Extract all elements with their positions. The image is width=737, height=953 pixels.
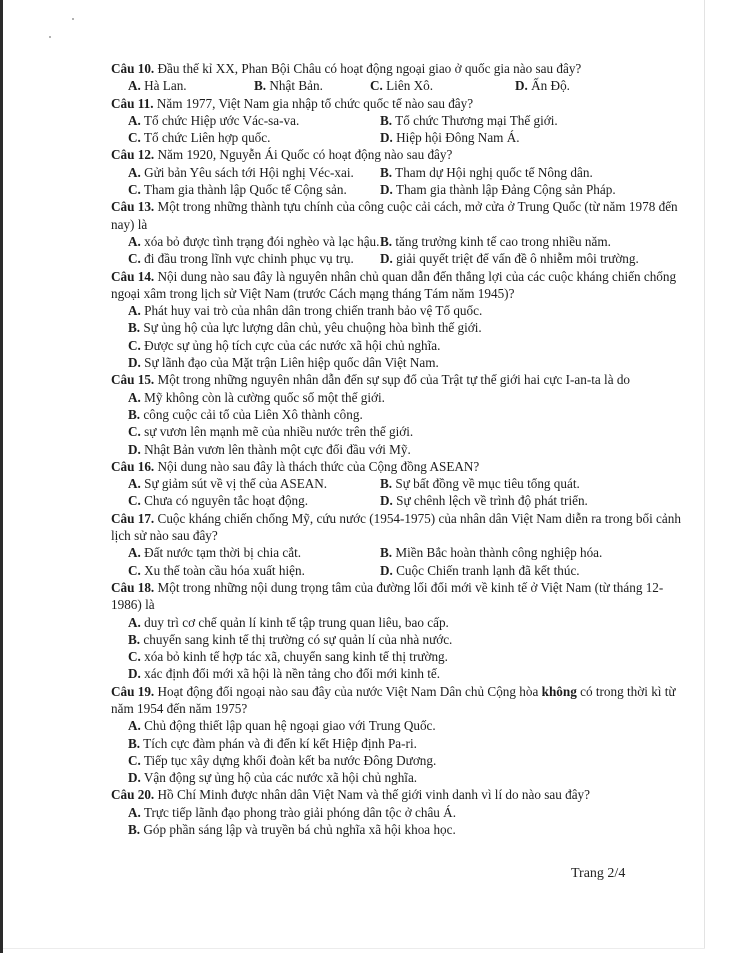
question-17 <box>111 510 691 579</box>
option-text: tăng trưởng kinh tế cao trong nhiều năm. <box>392 233 611 249</box>
option-d <box>111 354 691 371</box>
option-key: B. <box>380 476 393 492</box>
question-14 <box>111 268 691 372</box>
option-text: Hiệp hội Đông Nam Á. <box>392 130 520 146</box>
option-key: C. <box>128 251 141 267</box>
option-key: C. <box>128 337 141 353</box>
option-text: Nhật Bản vươn lên thành một cực đối đầu với Mỹ. <box>140 441 411 457</box>
question-number: Câu 20. <box>111 787 155 803</box>
option-key: A. <box>128 112 141 128</box>
option-key: D. <box>380 493 393 509</box>
question-stem <box>111 371 691 388</box>
scan-left-edge <box>0 0 3 953</box>
option-key: A. <box>128 476 141 492</box>
question-15 <box>111 371 691 457</box>
option-a <box>111 389 691 406</box>
option-c <box>111 337 691 354</box>
option-a <box>128 112 380 129</box>
option-key: A. <box>128 804 141 820</box>
question-text: Năm 1920, Nguyễn Ái Quốc có hoạt động nào sau đây? <box>154 147 453 163</box>
question-number: Câu 15. <box>111 372 155 388</box>
options-row <box>111 181 691 198</box>
page-right-border <box>704 0 705 948</box>
option-key: A. <box>128 545 141 561</box>
option-text: Hà Lan. <box>140 78 187 94</box>
option-a <box>128 164 380 181</box>
option-key: B. <box>380 545 393 561</box>
option-a <box>128 475 380 492</box>
question-12 <box>111 146 691 198</box>
option-text: Sự bất đồng về mục tiêu tổng quát. <box>392 476 580 492</box>
option-text: Được sự ủng hộ tích cực của các nước xã hội chủ nghĩa. <box>140 337 441 353</box>
option-key: D. <box>515 78 528 94</box>
option-text: duy trì cơ chế quản lí kinh tế tập trung quan liêu, bao cấp. <box>140 614 449 630</box>
option-b <box>380 164 593 181</box>
options-row <box>111 112 691 129</box>
option-text: đi đầu trong lĩnh vực chinh phục vụ trụ. <box>140 251 354 267</box>
options-row <box>111 164 691 181</box>
option-b <box>380 233 611 250</box>
option-d <box>380 492 588 509</box>
option-text: xóa bỏ được tình trạng đói nghèo và lạc hậu. <box>140 233 380 249</box>
scan-speck <box>49 36 51 38</box>
question-stem <box>111 683 691 718</box>
option-text: Phát huy vai trò của nhân dân trong chiến tranh bảo vệ Tổ quốc. <box>140 303 483 319</box>
question-text: có trong thời kì từ năm 1954 đến năm 1975? <box>111 683 676 716</box>
option-b <box>111 735 691 752</box>
option-text: Tổ chức Thương mại Thế giới. <box>392 112 558 128</box>
option-key: B. <box>380 112 393 128</box>
option-key: D. <box>380 130 393 146</box>
option-key: A. <box>128 78 141 94</box>
options-row <box>111 544 691 561</box>
question-number: Câu 12. <box>111 147 155 163</box>
question-stem <box>111 95 691 112</box>
question-number: Câu 17. <box>111 510 155 526</box>
options-row <box>111 475 691 492</box>
option-key: D. <box>380 562 393 578</box>
option-text: giải quyết triệt để vấn đề ô nhiễm môi trường. <box>392 251 639 267</box>
option-key: B. <box>128 822 141 838</box>
option-a <box>128 544 380 561</box>
option-c <box>370 77 515 94</box>
exam-page-content <box>111 60 691 838</box>
option-key: A. <box>128 303 141 319</box>
option-b <box>111 821 691 838</box>
question-stem <box>111 198 691 233</box>
option-key: B. <box>380 233 393 249</box>
question-stem <box>111 268 691 303</box>
option-b <box>380 544 602 561</box>
question-number: Câu 18. <box>111 579 155 595</box>
option-key: B. <box>128 320 141 336</box>
option-key: D. <box>128 355 141 371</box>
option-d <box>515 77 570 94</box>
option-d <box>111 769 691 786</box>
question-text: Một trong những thành tựu chính của công cuộc cải cách, mở cửa ở Trung Quốc (từ năm 1978 đến nay) là <box>111 199 678 232</box>
question-number: Câu 10. <box>111 61 155 76</box>
question-number: Câu 13. <box>111 199 155 215</box>
options-row <box>111 492 691 509</box>
option-key: A. <box>128 164 141 180</box>
question-stem <box>111 146 691 163</box>
option-key: B. <box>128 406 141 422</box>
option-text: Ấn Độ. <box>527 78 570 94</box>
option-text: công cuộc cải tổ của Liên Xô thành công. <box>140 406 363 422</box>
question-stem <box>111 60 691 77</box>
option-key: C. <box>370 78 383 94</box>
option-key: D. <box>380 251 393 267</box>
question-text: Hoạt động đối ngoại nào sau đây của nước Việt Nam Dân chủ Cộng hòa <box>154 683 542 699</box>
option-text: xác định đổi mới xã hội là nền tảng cho đổi mới kinh tế. <box>140 666 441 682</box>
option-key: A. <box>128 614 141 630</box>
question-stem <box>111 786 691 803</box>
option-key: C. <box>128 130 141 146</box>
option-key: C. <box>128 182 141 198</box>
option-d <box>380 181 616 198</box>
option-d <box>380 129 520 146</box>
question-stem <box>111 579 691 614</box>
option-text: Sự chênh lệch về trình độ phát triển. <box>392 493 588 509</box>
question-16 <box>111 458 691 510</box>
option-key: D. <box>128 666 141 682</box>
question-number: Câu 19. <box>111 683 155 699</box>
question-13 <box>111 198 691 267</box>
question-number: Câu 14. <box>111 268 155 284</box>
options-row <box>111 233 691 250</box>
question-text: Đầu thế kỉ XX, Phan Bội Châu có hoạt động ngoại giao ở quốc gia nào sau đây? <box>154 61 582 76</box>
question-20 <box>111 786 691 838</box>
option-text: Trực tiếp lãnh đạo phong trào giải phóng dân tộc ở châu Á. <box>140 804 457 820</box>
options-row <box>111 562 691 579</box>
option-text: Sự giảm sút về vị thế của ASEAN. <box>140 476 328 492</box>
option-text: Chủ động thiết lập quan hệ ngoại giao với Trung Quốc. <box>140 718 436 734</box>
question-text: Một trong những nguyên nhân dẫn đến sự sụp đổ của Trật tự thế giới hai cực I-an-ta là do <box>154 372 631 388</box>
option-key: B. <box>128 735 141 751</box>
option-text: sự vươn lên mạnh mẽ của nhiều nước trên thế giới. <box>140 424 414 440</box>
option-a <box>128 77 254 94</box>
option-key: A. <box>128 233 141 249</box>
option-d <box>380 250 639 267</box>
option-text: Tiếp tục xây dựng khối đoàn kết ba nước Đông Dương. <box>140 752 437 768</box>
option-a <box>111 804 691 821</box>
option-text: Gửi bản Yêu sách tới Hội nghị Véc-xai. <box>140 164 354 180</box>
question-number: Câu 16. <box>111 458 155 474</box>
option-b <box>380 112 558 129</box>
option-c <box>128 562 380 579</box>
option-text: Tích cực đàm phán và đi đến kí kết Hiệp định Pa-ri. <box>140 735 417 751</box>
option-key: B. <box>254 78 267 94</box>
option-text: Góp phần sáng lập và truyền bá chủ nghĩa xã hội khoa học. <box>140 822 456 838</box>
question-emphasis: không <box>541 683 577 699</box>
option-key: C. <box>128 752 141 768</box>
option-text: Mỹ không còn là cường quốc số một thế giới. <box>140 389 385 405</box>
page-bottom-border <box>3 948 705 949</box>
option-key: C. <box>128 649 141 665</box>
option-text: Tham gia thành lập Đảng Cộng sản Pháp. <box>392 182 616 198</box>
option-c <box>111 423 691 440</box>
option-d <box>111 441 691 458</box>
option-d <box>380 562 580 579</box>
option-a <box>128 233 380 250</box>
option-text: Sự ủng hộ của lực lượng dân chủ, yêu chuộng hòa bình thế giới. <box>140 320 482 336</box>
option-key: C. <box>128 424 141 440</box>
option-b <box>254 77 370 94</box>
question-text: Cuộc kháng chiến chống Mỹ, cứu nước (1954-1975) của nhân dân Việt Nam diễn ra trong bối cảnh lịch sử nào sau đây? <box>111 510 681 544</box>
option-text: Tổ chức Liên hợp quốc. <box>140 130 271 146</box>
option-text: Tham dự Hội nghị quốc tế Nông dân. <box>392 164 593 180</box>
option-text: Đất nước tạm thời bị chia cắt. <box>140 545 302 561</box>
option-text: Nhật Bản. <box>266 78 323 94</box>
question-11 <box>111 95 691 147</box>
scan-speck <box>72 18 74 20</box>
page-number: Trang 2/4 <box>571 866 626 881</box>
option-text: Cuộc Chiến tranh lạnh đã kết thúc. <box>392 562 580 578</box>
option-b <box>111 406 691 423</box>
option-key: C. <box>128 562 141 578</box>
option-key: D. <box>128 770 141 786</box>
option-text: Sự lãnh đạo của Mặt trận Liên hiệp quốc dân Việt Nam. <box>140 355 439 371</box>
question-text: Nội dung nào sau đây là thách thức của Cộng đồng ASEAN? <box>154 458 480 474</box>
option-text: Vận động sự ủng hộ của các nước xã hội chủ nghĩa. <box>140 770 418 786</box>
question-18 <box>111 579 691 683</box>
question-number: Câu 11. <box>111 95 154 111</box>
option-c <box>111 648 691 665</box>
question-text: Nội dung nào sau đây là nguyên nhân chủ quan dẫn đến thắng lợi của các cuộc kháng chiến chống ngoại xâm trong lịch sử Việt Nam (trước Cách mạng tháng Tám năm 1945)? <box>111 268 677 301</box>
option-key: A. <box>128 389 141 405</box>
option-b <box>111 319 691 336</box>
option-text: Xu thế toàn cầu hóa xuất hiện. <box>140 562 305 578</box>
option-key: C. <box>128 493 141 509</box>
option-text: Tham gia thành lập Quốc tế Cộng sản. <box>140 182 347 198</box>
option-key: D. <box>128 441 141 457</box>
option-text: Chưa có nguyên tắc hoạt động. <box>140 493 309 509</box>
option-a <box>111 614 691 631</box>
option-c <box>128 129 380 146</box>
question-text: Hồ Chí Minh được nhân dân Việt Nam và thế giới vinh danh vì lí do nào sau đây? <box>154 787 590 803</box>
question-19 <box>111 683 691 787</box>
option-text: Liên Xô. <box>382 78 434 94</box>
option-c <box>128 181 380 198</box>
question-stem <box>111 458 691 475</box>
option-key: B. <box>380 164 393 180</box>
option-a <box>111 717 691 734</box>
question-text: Một trong những nội dung trọng tâm của đường lối đổi mới về kinh tế ở Việt Nam (từ tháng 12-1986) là <box>111 579 664 613</box>
options-row <box>111 250 691 267</box>
question-10 <box>111 60 691 95</box>
option-d <box>111 665 691 682</box>
option-b <box>380 475 580 492</box>
option-text: xóa bỏ kinh tế hợp tác xã, chuyển sang kinh tế thị trường. <box>140 649 448 665</box>
option-text: Tổ chức Hiệp ước Vác-sa-va. <box>140 112 300 128</box>
question-stem <box>111 510 691 545</box>
options-row <box>111 129 691 146</box>
option-key: D. <box>380 182 393 198</box>
option-a <box>111 302 691 319</box>
option-c <box>128 250 380 267</box>
option-text: chuyển sang kinh tế thị trường có sự quản lí của nhà nước. <box>140 631 453 647</box>
option-key: A. <box>128 718 141 734</box>
question-text: Năm 1977, Việt Nam gia nhập tổ chức quốc tế nào sau đây? <box>153 95 474 111</box>
option-c <box>128 492 380 509</box>
options-row <box>111 77 691 94</box>
option-text: Miền Bắc hoàn thành công nghiệp hóa. <box>392 545 603 561</box>
option-b <box>111 631 691 648</box>
option-c <box>111 752 691 769</box>
option-key: B. <box>128 631 141 647</box>
